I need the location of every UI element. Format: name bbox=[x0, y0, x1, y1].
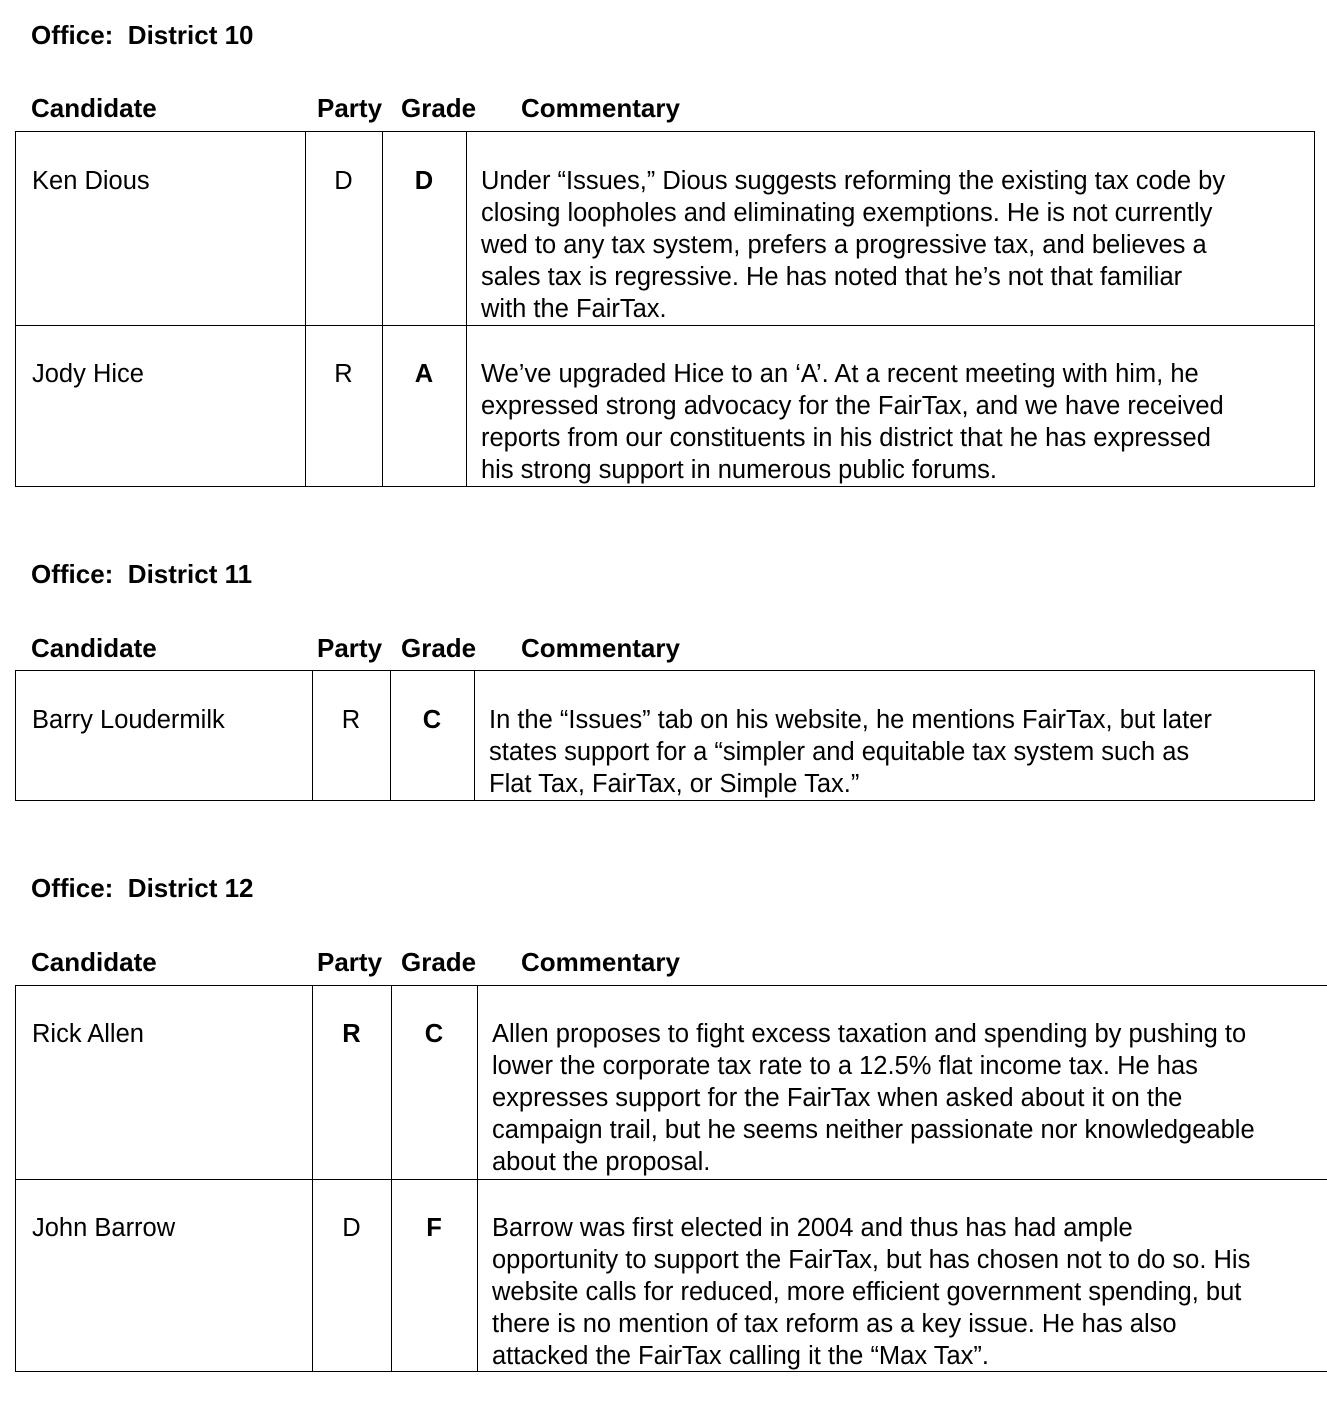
candidate-name: Jody Hice bbox=[32, 360, 144, 388]
grade-value: C bbox=[424, 1020, 444, 1048]
header-commentary: Commentary bbox=[521, 633, 680, 663]
commentary-line: We’ve upgraded Hice to an ‘A’. At a recent meeting with him, he bbox=[481, 360, 1199, 388]
header-candidate: Candidate bbox=[31, 633, 157, 663]
commentary-line: lower the corporate tax rate to a 12.5% flat income tax. He has bbox=[492, 1052, 1198, 1080]
commentary-line: expressed strong advocacy for the FairTax, and we have received bbox=[481, 392, 1224, 420]
table-row bbox=[16, 1179, 1327, 1371]
district-10-table bbox=[15, 131, 1315, 487]
office-title-district-10: Office: District 10 bbox=[31, 20, 254, 50]
table-row bbox=[16, 986, 1327, 1179]
header-grade: Grade bbox=[401, 93, 477, 123]
commentary-line: sales tax is regressive. He has noted that he’s not that familiar bbox=[481, 263, 1183, 291]
candidate-name: John Barrow bbox=[32, 1214, 176, 1242]
commentary-line: campaign trail, but he seems neither passionate nor knowledgeable bbox=[492, 1116, 1255, 1144]
party-value: D bbox=[342, 1214, 361, 1242]
commentary-line: attacked the FairTax calling it the “Max Tax”. bbox=[492, 1342, 989, 1370]
header-candidate: Candidate bbox=[31, 93, 157, 123]
candidate-name: Ken Dious bbox=[32, 167, 150, 195]
table-row bbox=[16, 671, 1314, 800]
party-value: R bbox=[341, 706, 361, 734]
commentary-text bbox=[492, 1018, 1255, 1178]
commentary-text bbox=[481, 358, 1224, 486]
commentary-text bbox=[489, 704, 1212, 800]
table-row bbox=[16, 325, 1314, 486]
commentary-text bbox=[481, 165, 1225, 325]
commentary-line: about the proposal. bbox=[492, 1148, 711, 1176]
commentary-line: states support for a “simpler and equitable tax system such as bbox=[489, 738, 1190, 766]
commentary-line: Flat Tax, FairTax, or Simple Tax.” bbox=[489, 770, 860, 798]
commentary-line: opportunity to support the FairTax, but has chosen not to do so. His bbox=[492, 1246, 1251, 1274]
district-11-table bbox=[15, 670, 1315, 801]
commentary-line: his strong support in numerous public forums. bbox=[481, 456, 997, 484]
commentary-line: expresses support for the FairTax when asked about it on the bbox=[492, 1084, 1183, 1112]
office-title-district-12: Office: District 12 bbox=[31, 873, 254, 903]
header-party: Party bbox=[317, 633, 383, 663]
commentary-line: there is no mention of tax reform as a key issue. He has also bbox=[492, 1310, 1177, 1338]
header-party: Party bbox=[317, 93, 383, 123]
commentary-line: In the “Issues” tab on his website, he mentions FairTax, but later bbox=[489, 706, 1212, 734]
commentary-line: Under “Issues,” Dious suggests reforming the existing tax code by bbox=[481, 167, 1226, 195]
grade-value: C bbox=[422, 706, 442, 734]
commentary-line: wed to any tax system, prefers a progressive tax, and believes a bbox=[481, 231, 1207, 259]
candidate-name: Barry Loudermilk bbox=[32, 706, 225, 734]
party-value: R bbox=[334, 360, 353, 388]
commentary-line: Allen proposes to fight excess taxation and spending by pushing to bbox=[492, 1020, 1247, 1048]
commentary-line: closing loopholes and eliminating exemptions. He is not currently bbox=[481, 199, 1213, 227]
grade-value: A bbox=[414, 360, 434, 388]
commentary-text bbox=[492, 1212, 1250, 1372]
commentary-line: Barrow was first elected in 2004 and thus has had ample bbox=[492, 1214, 1133, 1242]
header-grade: Grade bbox=[401, 633, 477, 663]
grade-value: D bbox=[414, 167, 434, 195]
district-12-table bbox=[15, 985, 1327, 1372]
commentary-line: with the FairTax. bbox=[481, 295, 667, 323]
header-grade: Grade bbox=[401, 947, 477, 977]
commentary-line: website calls for reduced, more efficient government spending, but bbox=[492, 1278, 1242, 1306]
header-commentary: Commentary bbox=[521, 93, 680, 123]
commentary-line: reports from our constituents in his district that he has expressed bbox=[481, 424, 1211, 452]
party-value: D bbox=[334, 167, 353, 195]
grade-value: F bbox=[426, 1214, 442, 1242]
header-candidate: Candidate bbox=[31, 947, 157, 977]
table-row bbox=[16, 132, 1314, 325]
candidate-name: Rick Allen bbox=[32, 1020, 144, 1048]
header-party: Party bbox=[317, 947, 383, 977]
header-commentary: Commentary bbox=[521, 947, 680, 977]
office-title-district-11: Office: District 11 bbox=[31, 559, 253, 589]
party-value: R bbox=[342, 1020, 361, 1048]
